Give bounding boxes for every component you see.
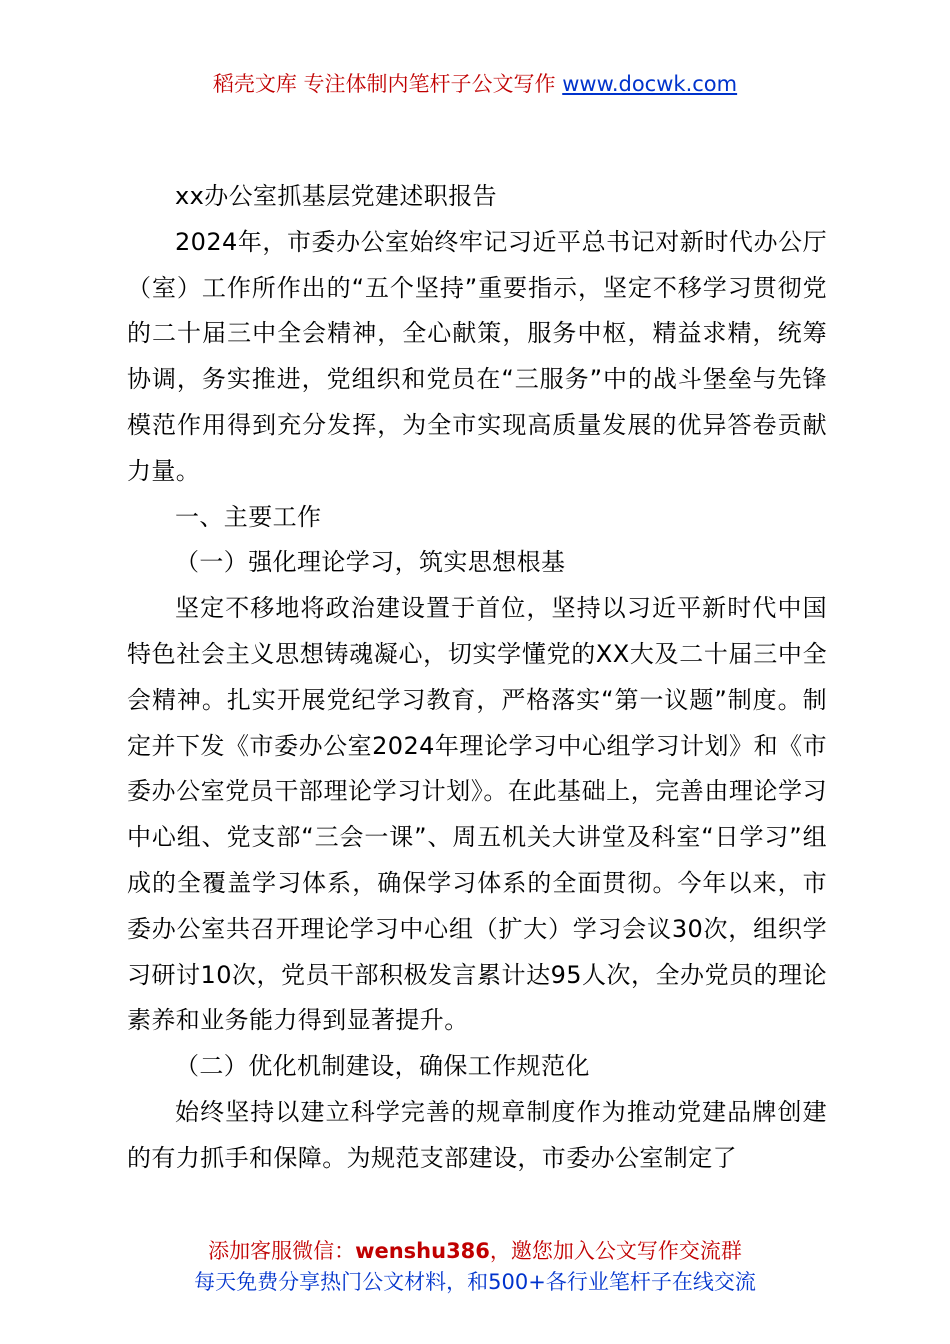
page-footer: [0, 1236, 950, 1298]
mechanism-paragraph: 始终坚持以建立科学完善的规章制度作为推动党建品牌创建的有力抓手和保障。为规范支部建设，市委办公室制定了: [127, 1097, 827, 1172]
site-header: [0, 68, 950, 100]
subsection-heading-mechanism: （二）优化机制建设，确保工作规范化: [175, 1052, 590, 1081]
footer-share-line: 每天免费分享热门公文材料，和500+各行业笔杆子在线交流: [194, 1270, 756, 1294]
document-body: [127, 174, 827, 1182]
subsection-heading-theory-study: （一）强化理论学习，筑实思想根基: [175, 548, 566, 577]
site-url-link[interactable]: www.docwk.com: [562, 72, 738, 96]
theory-study-paragraph: 坚定不移地将政治建设置于首位，坚持以习近平新时代中国特色社会主义思想铸魂凝心，切实学懂党的XX大及二十届三中全会精神。扎实开展党纪学习教育，严格落实“第一议题”制度。制定并下发《市委办公室2024年理论学习中心组学习计划》和《市委办公室党员干部理论学习计划》。在此基础上，完善由理论学习中心组、党支部“三会一课”、周五机关大讲堂及科室“日学习”组成的全覆盖学习体系，确保学习体系的全面贯彻。今年以来，市委办公室共召开理论学习中心组（扩大）学习会议30次，组织学习研讨10次，党员干部积极发言累计达95人次，全办党员的理论素养和业务能力得到显著提升。: [127, 594, 827, 1035]
footer-wechat-id: wenshu386: [355, 1239, 490, 1263]
site-slogan: 稻壳文库 专注体制内笔杆子公文写作: [212, 72, 563, 96]
intro-paragraph: 2024年，市委办公室始终牢记习近平总书记对新时代办公厅（室）工作所作出的“五个坚持”重要指示，坚定不移学习贯彻党的二十届三中全会精神，全心献策，服务中枢，精益求精，统筹协调，务实推进，党组织和党员在“三服务”中的战斗堡垒与先锋模范作用得到充分发挥，为全市实现高质量发展的优异答卷贡献力量。: [127, 227, 827, 485]
footer-wechat-prefix: 添加客服微信：: [208, 1239, 356, 1263]
footer-wechat-suffix: ，邀您加入公文写作交流群: [489, 1239, 742, 1263]
document-title: xx办公室抓基层党建述职报告: [175, 182, 498, 210]
footer-wechat-line: [0, 1236, 950, 1267]
section-heading-main-work: 一、主要工作: [175, 502, 322, 531]
